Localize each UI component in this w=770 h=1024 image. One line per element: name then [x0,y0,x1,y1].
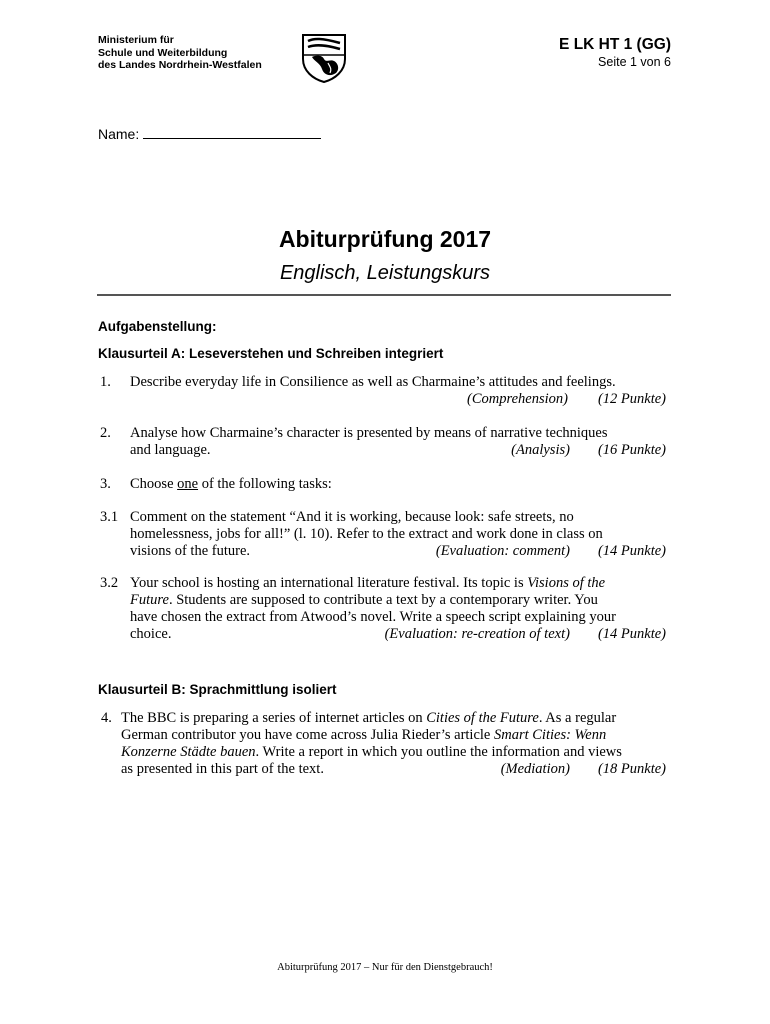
name-blank-line [143,125,321,139]
task-meta [501,761,666,778]
ministry-line-2: Schule und Weiterbildung [98,46,228,59]
task-text-italic: Smart Cities: Wenn [493,727,607,743]
title-divider [97,294,671,296]
task-text-line-3 [121,744,666,761]
task-text-segment: . Students are supposed to contribute a text by a contemporary writer. You [168,592,598,608]
ministry-line-3: des Landes Nordrhein-Westfalen [98,59,262,71]
task-2 [100,425,666,459]
task-text-last: and language. [130,442,211,458]
task-number: 3. [100,476,111,492]
task-text-segment: German contributor you have come across Julia Rieder’s article [121,727,494,743]
task-text-last: choice. [130,626,172,642]
ministry-line-1: Ministerium für [98,34,174,46]
part-a-heading: Klausurteil A: Leseverstehen und Schreiben integriert [98,346,444,361]
task-text-segment: . Write a report in which you outline the information and views [255,744,622,760]
task-text-segment: Your school is hosting an international literature festival. Its topic is [130,575,528,591]
task-text-line-1 [130,575,666,592]
task-text-line-1: Analyse how Charmaine’s character is presented by means of narrative techniques [130,425,608,441]
name-field [98,125,321,142]
task-4 [101,710,666,778]
task-meta [385,626,666,643]
task-points: (18 Punkte) [597,761,666,777]
task-points: (14 Punkte) [597,626,666,642]
task-text-segment: . As a regular [538,710,617,726]
task-meta [130,391,666,408]
task-text-emphasis: one [177,476,199,492]
task-category: (Evaluation: comment) [435,543,570,559]
task-text-line-1: Comment on the statement “And it is working, because look: safe streets, no [130,509,574,525]
task-text-pre: Choose [130,476,178,492]
task-number: 4. [101,710,112,726]
task-meta [511,442,666,459]
task-points: (14 Punkte) [597,543,666,559]
page-subtitle: Englisch, Leistungskurs [279,262,491,284]
task-text-line-2 [121,727,666,744]
task-number: 1. [100,374,111,390]
task-category: (Comprehension) [467,391,568,407]
exam-code: E LK HT 1 (GG) [559,36,671,53]
task-points: (12 Punkte) [597,391,666,407]
task-text-line-3: have chosen the extract from Atwood’s novel. Write a speech script explaining your [130,609,616,625]
part-b-heading: Klausurteil B: Sprachmittlung isoliert [98,682,337,697]
task-category: (Mediation) [500,761,570,777]
task-category: (Analysis) [511,442,570,458]
nrw-coat-of-arms-icon [300,33,348,83]
task-text: Describe everyday life in Consilience as well as Charmaine’s attitudes and feelings. [130,374,616,390]
ministry-name [98,34,262,72]
task-text-segment: The BBC is preparing a series of internet articles on [121,710,427,726]
task-3-1 [100,509,666,560]
task-text-italic: Cities of the Future [426,710,539,726]
task-points: (16 Punkte) [597,442,666,458]
task-number: 2. [100,425,111,441]
task-meta [436,543,666,560]
page-footer: Abiturprüfung 2017 – Nur für den Dienstgebrauch! [277,962,493,973]
task-number: 3.2 [100,575,119,591]
task-category: (Evaluation: re-creation of text) [384,626,570,642]
task-text-line-2 [130,592,666,609]
task-text-italic: Visions of the [527,575,606,591]
task-text-last: as presented in this part of the text. [121,761,324,777]
task-3 [100,476,666,493]
task-3-2 [100,575,666,643]
task-text-post: of the following tasks: [198,476,332,492]
task-text-last: visions of the future. [130,543,251,559]
page-title: Abiturprüfung 2017 [278,226,492,252]
task-1 [100,374,666,408]
task-text-line-2: homelessness, jobs for all!” (l. 10). Refer to the extract and work done in class on [130,526,603,542]
name-label: Name: [98,126,140,142]
task-text-italic: Konzerne Städte bauen [121,744,256,760]
page-info: Seite 1 von 6 [598,55,671,69]
task-text-italic: Future [130,592,169,608]
task-number: 3.1 [100,509,119,525]
assignment-heading: Aufgabenstellung: [98,319,217,334]
task-text-line-1 [121,710,666,727]
